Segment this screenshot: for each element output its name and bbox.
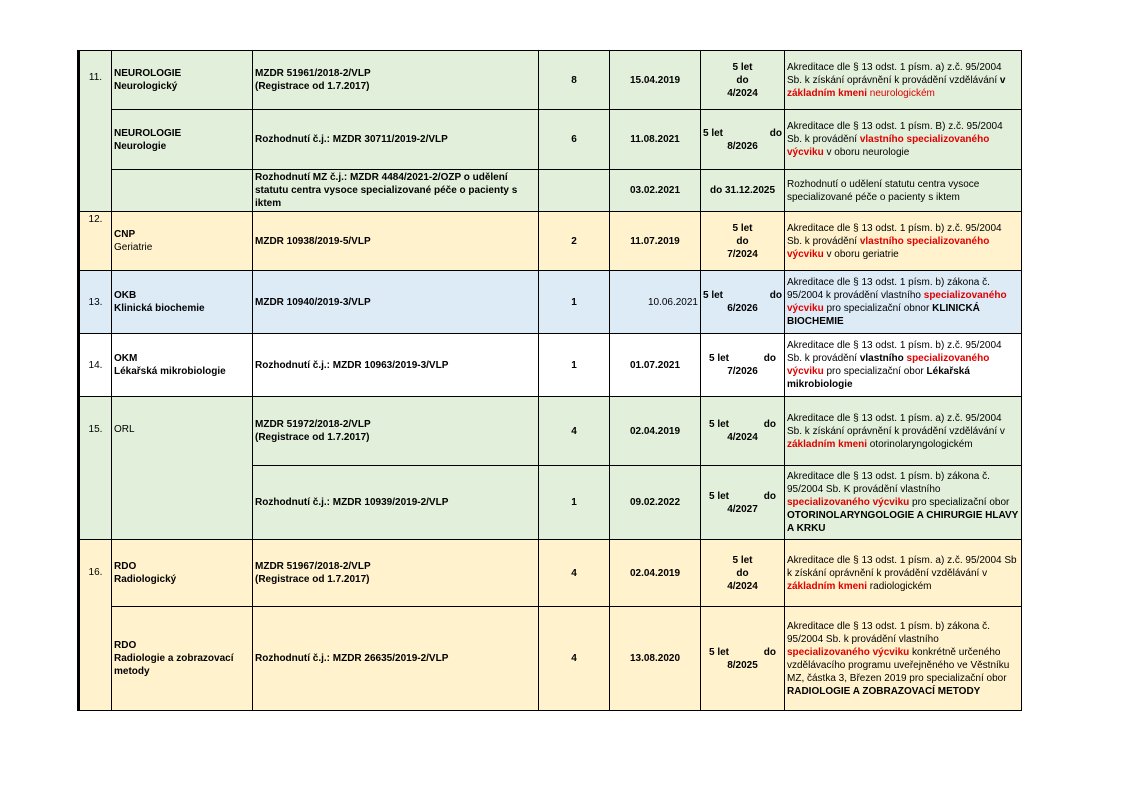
note-cell bbox=[785, 540, 1022, 607]
specialty-name: Lékařská mikrobiologie bbox=[114, 366, 226, 377]
note-text: radiologickém bbox=[867, 580, 932, 592]
duration-years: 5 let bbox=[709, 419, 730, 430]
duration-until-label: do bbox=[763, 419, 776, 430]
note-keyword: OTORINOLARYNGOLOGIE A CHIRURGIE HLAVY A KRKU bbox=[787, 510, 1019, 534]
duration-until-label: do bbox=[736, 74, 749, 86]
reference-number: Rozhodnutí č.j.: MZDR 30711/2019-2/VLP bbox=[253, 110, 539, 170]
table-row bbox=[79, 110, 1022, 170]
note-text: Akreditace dle § 13 odst. 1 písm. b) zákona č. 95/2004 Sb. k provádění vlastního bbox=[787, 620, 990, 645]
note-keyword: KLINICKÁ BIOCHEMIE bbox=[787, 303, 980, 327]
note-keyword: Lékařská mikrobiologie bbox=[787, 366, 970, 390]
note-cell bbox=[785, 51, 1022, 110]
duration-years: 5 let bbox=[732, 222, 753, 234]
row-index: 11. bbox=[79, 51, 112, 212]
registration-note: (Registrace od 1.7.2017) bbox=[255, 81, 370, 92]
department-cell bbox=[112, 607, 253, 711]
specialty-name: Klinická biochemie bbox=[114, 303, 205, 314]
note-text: Akreditace dle § 13 odst. 1 písm. b) zákona č. 95/2004 k provádění vlastního bbox=[787, 277, 990, 301]
specialty-name: Radiologický bbox=[114, 574, 177, 585]
note-highlight: základním kmeni bbox=[787, 87, 868, 99]
duration-years: 5 let bbox=[703, 127, 724, 139]
note-cell bbox=[785, 397, 1022, 466]
department-code: ORL bbox=[114, 424, 135, 435]
note-text: Akreditace dle § 13 odst. 1 písm. b) z.č. 95/2004 Sb. k provádění bbox=[787, 340, 1002, 364]
department-code: OKB bbox=[114, 290, 137, 301]
date-cell: 02.04.2019 bbox=[610, 397, 701, 466]
duration-cell bbox=[701, 466, 785, 540]
duration-years: 5 let bbox=[732, 554, 753, 566]
duration-end: 7/2024 bbox=[727, 248, 758, 260]
note-highlight: vlastního specializovaného výcviku bbox=[787, 134, 990, 158]
department-cell bbox=[112, 271, 253, 334]
duration-until-label: do bbox=[763, 646, 776, 658]
duration-years: 5 let bbox=[709, 353, 730, 364]
duration-end: 4/2024 bbox=[727, 432, 758, 443]
count-cell: 1 bbox=[539, 466, 610, 540]
duration-until-label: do bbox=[736, 567, 749, 579]
table-row bbox=[79, 271, 1022, 334]
reference-number: Rozhodnutí č.j.: MZDR 26635/2019-2/VLP bbox=[253, 607, 539, 711]
reference-cell bbox=[253, 540, 539, 607]
row-index: 14. bbox=[79, 334, 112, 397]
department-code: RDO bbox=[114, 640, 137, 651]
count-cell: 1 bbox=[539, 271, 610, 334]
note-highlight: základním kmeni bbox=[787, 580, 868, 592]
department-cell bbox=[112, 334, 253, 397]
department-code: RDO bbox=[114, 561, 137, 572]
table-row bbox=[79, 51, 1022, 110]
duration-cell bbox=[701, 110, 785, 170]
note-text: v oboru geriatrie bbox=[823, 248, 899, 260]
note-highlight: specializovaného výcviku bbox=[787, 497, 910, 508]
note-keyword: RADIOLOGIE A ZOBRAZOVACÍ METODY bbox=[787, 685, 981, 697]
accreditation-table bbox=[77, 50, 1022, 711]
reference-number: MZDR 51961/2018-2/VLP bbox=[255, 68, 371, 79]
duration-until-label: do bbox=[769, 127, 782, 139]
date-cell: 11.07.2019 bbox=[610, 212, 701, 271]
note-text: pro specializační obnor bbox=[823, 303, 933, 314]
reference-number: Rozhodnutí č.j.: MZDR 10939/2019-2/VLP bbox=[253, 466, 539, 540]
reference-cell bbox=[253, 51, 539, 110]
date-cell: 03.02.2021 bbox=[610, 170, 701, 212]
note-cell bbox=[785, 212, 1022, 271]
duration-end: 4/2024 bbox=[727, 580, 758, 592]
duration-end: 8/2026 bbox=[727, 140, 758, 152]
duration-end: 7/2026 bbox=[727, 366, 758, 377]
department-cell bbox=[112, 170, 253, 212]
note-text: otorinolaryngologickém bbox=[867, 438, 973, 450]
duration-cell bbox=[701, 397, 785, 466]
note-text: Akreditace dle § 13 odst. 1 písm. a) z.č. 95/2004 Sb k získání oprávnění k provádění vzdělávání v bbox=[787, 554, 1017, 579]
note-highlight: specializovaného výcviku bbox=[787, 290, 1007, 314]
duration-until-label: do bbox=[763, 353, 776, 364]
note-cell bbox=[785, 110, 1022, 170]
duration-until-label: do bbox=[763, 490, 776, 502]
table-row bbox=[79, 212, 1022, 271]
duration-end: 4/2024 bbox=[727, 87, 758, 99]
department-cell bbox=[112, 212, 253, 271]
note-highlight: specializovaného výcviku bbox=[787, 353, 990, 377]
reference-cell bbox=[253, 397, 539, 466]
count-cell: 4 bbox=[539, 397, 610, 466]
duration-cell bbox=[701, 607, 785, 711]
note-text: vlastního bbox=[859, 353, 907, 364]
duration-cell bbox=[701, 271, 785, 334]
duration-end: 6/2026 bbox=[727, 303, 758, 314]
date-cell: 10.06.2021 bbox=[610, 271, 701, 334]
reference-number: MZDR 10938/2019-5/VLP bbox=[253, 212, 539, 271]
duration-years: 5 let bbox=[703, 290, 724, 301]
count-cell: 2 bbox=[539, 212, 610, 271]
specialty-name: Neurologický bbox=[114, 81, 178, 92]
department-cell bbox=[112, 51, 253, 110]
note-cell bbox=[785, 334, 1022, 397]
count-cell bbox=[539, 170, 610, 212]
note-text: v oboru neurologie bbox=[823, 147, 910, 158]
specialty-name: Neurologie bbox=[114, 140, 167, 152]
table-row bbox=[79, 170, 1022, 212]
reference-number: Rozhodnutí MZ č.j.: MZDR 4484/2021-2/OZP o udělení statutu centra vysoce specializované péče o pacienty s iktem bbox=[253, 170, 539, 212]
count-cell: 4 bbox=[539, 540, 610, 607]
date-cell: 13.08.2020 bbox=[610, 607, 701, 711]
department-code: NEUROLOGIE bbox=[114, 127, 182, 139]
note-highlight: základním kmeni bbox=[787, 438, 868, 450]
note-text: v bbox=[999, 425, 1005, 437]
department-code: OKM bbox=[114, 353, 138, 364]
row-index: 16. bbox=[79, 540, 112, 711]
duration-years: 5 let bbox=[709, 490, 730, 502]
note-text: Akreditace dle § 13 odst. 1 písm. a) z.č. 95/2004 Sb. k získání oprávnění k provádění vzdělávání bbox=[787, 61, 1002, 86]
department-cell bbox=[112, 540, 253, 607]
date-cell: 11.08.2021 bbox=[610, 110, 701, 170]
note-cell: Rozhodnutí o udělení statutu centra vysoce specializované péče o pacienty s iktem bbox=[785, 170, 1022, 212]
duration-until-label: do bbox=[736, 235, 749, 247]
table-row bbox=[79, 397, 1022, 466]
count-cell: 6 bbox=[539, 110, 610, 170]
note-highlight: specializovaného výcviku bbox=[787, 646, 910, 658]
count-cell: 4 bbox=[539, 607, 610, 711]
reference-number: MZDR 51967/2018-2/VLP bbox=[255, 561, 371, 572]
duration-end: 4/2027 bbox=[727, 503, 758, 515]
table-row bbox=[79, 607, 1022, 711]
specialty-name: Radiologie a zobrazovací metody bbox=[114, 653, 234, 677]
note-cell bbox=[785, 466, 1022, 540]
registration-note: (Registrace od 1.7.2017) bbox=[255, 432, 370, 443]
note-highlight: vlastního specializovaného výcviku bbox=[787, 235, 990, 260]
duration-cell bbox=[701, 51, 785, 110]
note-text: Akreditace dle § 13 odst. 1 písm. b) z.č. 95/2004 Sb. k provádění bbox=[787, 222, 1002, 247]
note-text: neurologickém bbox=[867, 87, 935, 99]
date-cell: 09.02.2022 bbox=[610, 466, 701, 540]
date-cell: 02.04.2019 bbox=[610, 540, 701, 607]
row-index: 13. bbox=[79, 271, 112, 334]
duration-years: 5 let bbox=[709, 646, 730, 658]
reference-number: MZDR 10940/2019-3/VLP bbox=[253, 271, 539, 334]
date-cell: 15.04.2019 bbox=[610, 51, 701, 110]
department-cell bbox=[112, 397, 253, 540]
duration-years: 5 let bbox=[732, 61, 753, 73]
note-cell bbox=[785, 271, 1022, 334]
department-code: CNP bbox=[114, 229, 136, 240]
note-text: v bbox=[999, 74, 1006, 86]
row-index: 15. bbox=[79, 397, 112, 540]
note-text: konkrétně určeného vzdělávacího programu uveřejněného ve Věstníku MZ, částka 3, Březen 2019 pro specializační obor bbox=[787, 646, 1010, 684]
department-code: NEUROLOGIE bbox=[114, 68, 182, 79]
reference-number: Rozhodnutí č.j.: MZDR 10963/2019-3/VLP bbox=[253, 334, 539, 397]
table-row bbox=[79, 334, 1022, 397]
note-text: pro specializační obor bbox=[909, 497, 1010, 508]
note-cell bbox=[785, 607, 1022, 711]
note-text: Akreditace dle § 13 odst. 1 písm. a) z.č. 95/2004 Sb. k získání oprávnění k provádění vzdělávání bbox=[787, 412, 1002, 437]
duration-until-label: do bbox=[769, 290, 782, 301]
duration-end: 8/2025 bbox=[727, 659, 758, 671]
note-text: pro specializační obor bbox=[823, 366, 927, 377]
duration-cell bbox=[701, 334, 785, 397]
note-text: Akreditace dle § 13 odst. 1 písm. B) z.č. 95/2004 Sb. k provádění bbox=[787, 121, 1003, 145]
reference-number: MZDR 51972/2018-2/VLP bbox=[255, 419, 371, 430]
count-cell: 1 bbox=[539, 334, 610, 397]
table-row bbox=[79, 540, 1022, 607]
duration-cell bbox=[701, 540, 785, 607]
count-cell: 8 bbox=[539, 51, 610, 110]
duration-cell: do 31.12.2025 bbox=[701, 170, 785, 212]
duration-cell bbox=[701, 212, 785, 271]
specialty-name: Geriatrie bbox=[114, 242, 153, 253]
department-cell bbox=[112, 110, 253, 170]
note-text: Akreditace dle § 13 odst. 1 písm. b) zákona č. 95/2004 Sb. K provádění vlastního bbox=[787, 471, 990, 495]
registration-note: (Registrace od 1.7.2017) bbox=[255, 574, 370, 585]
date-cell: 01.07.2021 bbox=[610, 334, 701, 397]
row-index: 12. bbox=[79, 212, 112, 271]
